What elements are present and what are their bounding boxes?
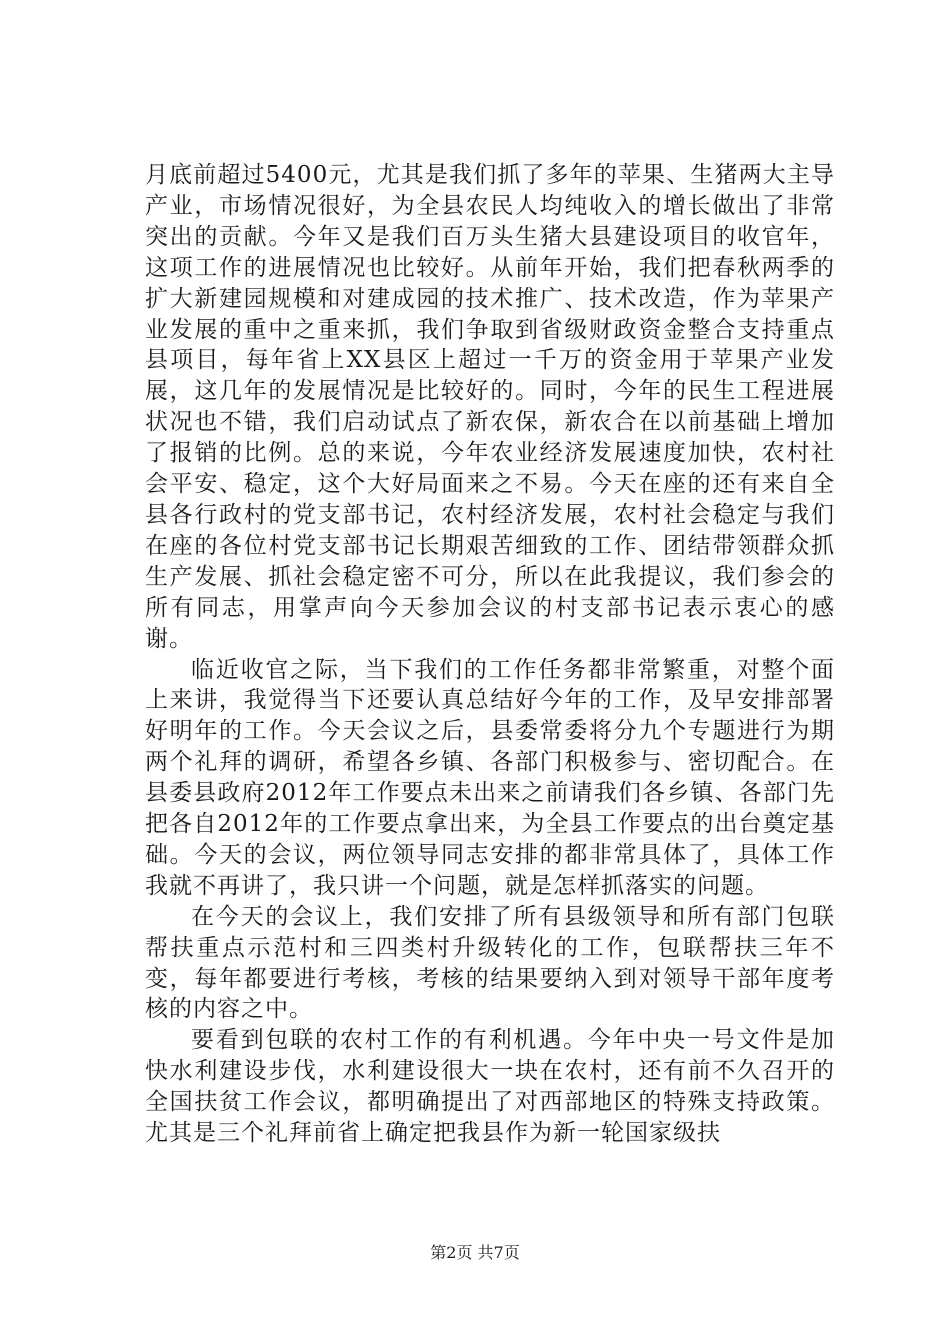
paragraph: 在今天的会议上，我们安排了所有县级领导和所有部门包联帮扶重点示范村和三四类村升级转化的工作，包联帮扶三年不变，每年都要进行考核，考核的结果要纳入到对领导干部年度考核的内容之中。 — [145, 903, 835, 1023]
paragraph: 临近收官之际，当下我们的工作任务都非常繁重，对整个面上来讲，我觉得当下还要认真总结好今年的工作，及早安排部署好明年的工作。今天会议之后，县委常委将分九个专题进行为期两个礼拜的调研，希望各乡镇、各部门积极参与、密切配合。在县委县政府2012年工作要点未出来之前请我们各乡镇、各部门先把各自2012年的工作要点拿出来，为全县工作要点的出台奠定基础。今天的会议，两位领导同志安排的都非常具体了，具体工作我就不再讲了，我只讲一个问题，就是怎样抓落实的问题。 — [145, 656, 835, 899]
page-number-footer: 第2页 共7页 — [430, 1243, 520, 1262]
paragraph-continued: 月底前超过5400元，尤其是我们抓了多年的苹果、生猪两大主导产业，市场情况很好，为全县农民人均纯收入的增长做出了非常突出的贡献。今年又是我们百万头生猪大县建设项目的收官年，这项工作的进展情况也比较好。从前年开始，我们把春秋两季的扩大新建园规模和对建成园的技术推广、技术改造，作为苹果产业发展的重中之重来抓，我们争取到省级财政资金整合支持重点县项目，每年省上XX县区上超过一千万的资金用于苹果产业发展，这几年的发展情况是比较好的。同时，今年的民生工程进展状况也不错，我们启动试点了新农保，新农合在以前基础上增加了报销的比例。总的来说，今年农业经济发展速度加快，农村社会平安、稳定，这个大好局面来之不易。今天在座的还有来自全县各行政村的党支部书记，农村经济发展，农村社会稳定与我们在座的各位村党支部书记长期艰苦细致的工作、团结带领群众抓生产发展、抓社会稳定密不可分，所以在此我提议，我们参会的所有同志，用掌声向今天参加会议的村支部书记表示衷心的感谢。 — [145, 162, 835, 652]
paragraph: 要看到包联的农村工作的有利机遇。今年中央一号文件是加快水利建设步伐，水利建设很大一块在农村，还有前不久召开的全国扶贫工作会议，都明确提出了对西部地区的特殊支持政策。尤其是三个礼拜前省上确定把我县作为新一轮国家级扶 — [145, 1027, 835, 1147]
document-body — [145, 160, 835, 1149]
